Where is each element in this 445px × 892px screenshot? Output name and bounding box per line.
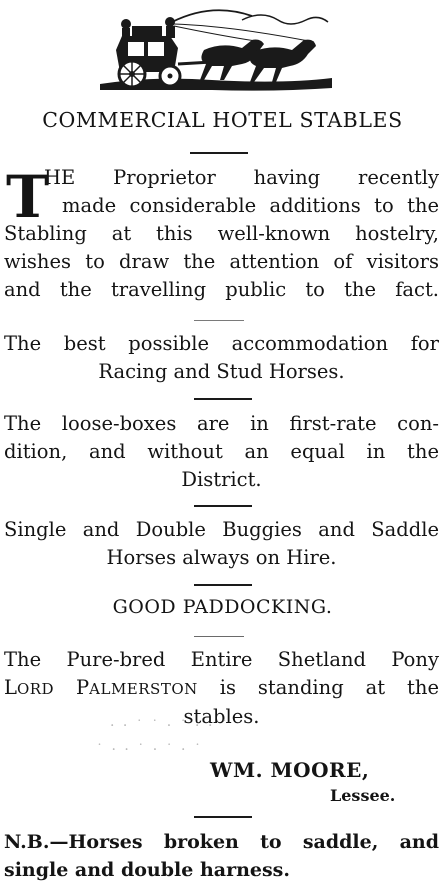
loose-boxes-line: The loose-boxes are in first-rate con- xyxy=(4,412,439,435)
intro-line: HE Proprietor having recently xyxy=(44,166,439,189)
signature-name: WM. MOORE, xyxy=(210,758,370,782)
buggies-line: Single and Double Buggies and Saddle xyxy=(4,518,439,541)
section-divider xyxy=(194,320,244,321)
section-divider xyxy=(194,636,244,637)
racing-paragraph xyxy=(4,330,439,386)
bleed-through-noise: · · ˙ ˙ · ˙ · · ˙ xyxy=(110,718,230,734)
signature-title: Lessee. xyxy=(330,786,396,805)
section-divider xyxy=(194,398,252,400)
pony-line-rest: is standing at the xyxy=(219,676,439,699)
intro-line: and the travelling public to the fact. xyxy=(4,278,439,301)
pony-name-rest: ORD xyxy=(16,680,55,698)
bleed-through-noise: ˙ · · ˙ · ˙ · ˙ xyxy=(96,742,203,758)
note-line: single and double harness. xyxy=(4,859,290,881)
section-divider xyxy=(194,816,252,818)
buggies-paragraph xyxy=(4,516,439,572)
loose-boxes-paragraph xyxy=(4,410,439,494)
advertisement-heading: COMMERCIAL HOTEL STABLES xyxy=(42,108,403,132)
loose-boxes-line: District. xyxy=(181,468,262,491)
pony-name-rest: ALMERSTON xyxy=(89,680,198,698)
intro-paragraph xyxy=(4,164,439,304)
intro-line: Stabling at this well-known hostelry, xyxy=(4,222,439,245)
drop-cap: T xyxy=(6,163,50,231)
pony-name-initial: L xyxy=(4,676,17,699)
stagecoach-with-horses-icon xyxy=(92,6,342,96)
pony-line: The Pure-bred Entire Shetland Pony xyxy=(4,648,439,671)
section-divider xyxy=(194,584,252,586)
pony-line: stables. xyxy=(183,705,260,728)
paddocking-heading: GOOD PADDOCKING. xyxy=(112,596,333,618)
buggies-line: Horses always on Hire. xyxy=(106,546,337,569)
loose-boxes-line: dition, and without an equal in the xyxy=(4,440,439,463)
racing-line: Racing and Stud Horses. xyxy=(98,360,345,383)
racing-line: The best possible accommodation for xyxy=(4,332,439,355)
note-paragraph xyxy=(4,828,439,884)
section-divider xyxy=(190,152,248,154)
pony-line xyxy=(4,674,439,703)
note-line: N.B.—Horses broken to saddle, and xyxy=(4,831,439,853)
intro-line: made considerable additions to the xyxy=(62,194,439,217)
pony-name-initial: P xyxy=(76,676,90,699)
section-divider xyxy=(194,505,252,507)
intro-line: wishes to draw the attention of visitors xyxy=(4,250,439,273)
